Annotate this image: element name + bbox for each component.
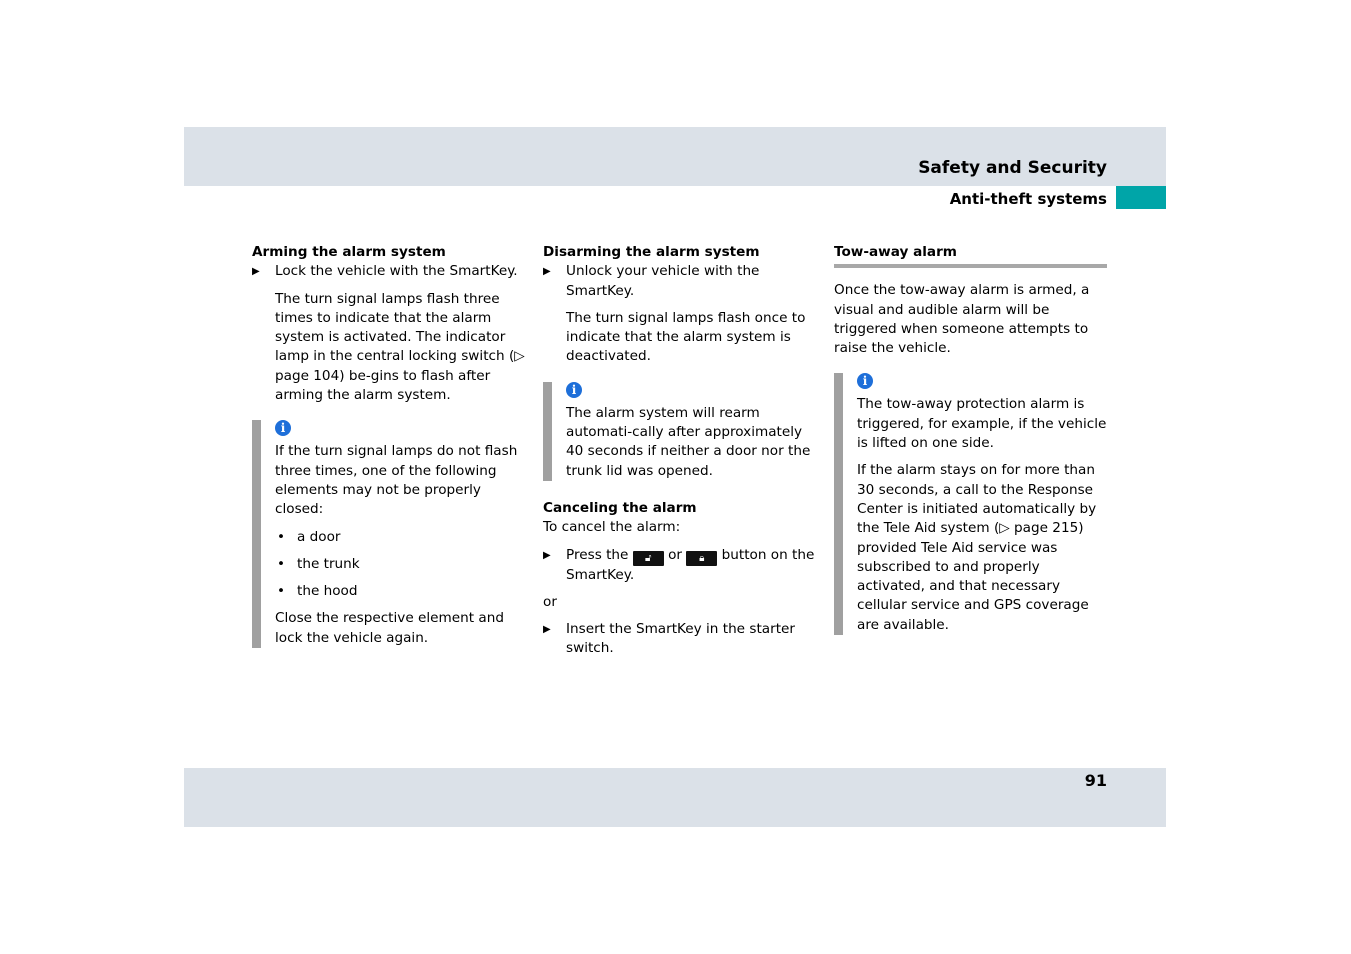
step-arrow-icon: ▶	[543, 266, 551, 278]
unlock-icon: 🔓︎	[633, 551, 664, 566]
page-number: 91	[1084, 771, 1107, 790]
footer-band	[184, 768, 1166, 827]
bullet-dot: •	[277, 583, 286, 600]
list-item	[275, 528, 525, 547]
towaway-text: Once the tow-away alarm is armed, a visual and audible alarm will be triggered when someone attempts to raise the vehicle.	[834, 282, 1090, 357]
step-arrow-icon: ▶	[252, 266, 260, 278]
bullet-text: the hood	[297, 583, 358, 600]
arming-result: The turn signal lamps flash three times to indicate that the alarm system is activated. The indicator lamp in the central locking switch (▷ page 104) be-gins to flash after arming the alarm system.	[275, 290, 525, 404]
bullet-dot: •	[277, 555, 286, 572]
bullet-text: a door	[297, 528, 341, 545]
section-title: Safety and Security	[918, 158, 1107, 178]
step-text: button on the SmartKey.	[566, 546, 815, 583]
section-tab-marker	[1116, 186, 1166, 209]
info-icon: i	[275, 420, 291, 436]
bullet-dot: •	[277, 528, 286, 545]
lock-icon: 🔒︎	[686, 551, 717, 566]
arming-info-note	[252, 420, 525, 648]
disarming-step-text: Unlock your vehicle with the SmartKey.	[566, 263, 760, 299]
disarming-heading: Disarming the alarm system	[543, 244, 760, 260]
step-text: Insert the SmartKey in the starter switch.	[566, 621, 795, 657]
disarming-result: The turn signal lamps flash once to indicate that the alarm system is deactivated.	[566, 309, 806, 365]
disarming-step	[543, 262, 816, 301]
canceling-step-1	[543, 546, 816, 585]
column-disarming	[543, 243, 816, 667]
canceling-intro: To cancel the alarm:	[543, 519, 681, 536]
bullet-text: the trunk	[297, 555, 360, 572]
towaway-info-note	[834, 373, 1107, 635]
canceling-or: or	[543, 593, 557, 610]
step-text: Press the	[566, 546, 629, 563]
towaway-note-p1: The tow-away protection alarm is triggered, for example, if the vehicle is lifted on one side.	[857, 396, 1107, 452]
towaway-heading: Tow-away alarm	[834, 243, 1107, 268]
arming-note-intro: If the turn signal lamps do not flash three times, one of the following elements may not be properly closed:	[275, 443, 518, 518]
info-icon: i	[566, 382, 582, 398]
arming-heading: Arming the alarm system	[252, 244, 446, 260]
arming-step-text: Lock the vehicle with the SmartKey.	[275, 263, 518, 280]
info-icon: i	[857, 373, 873, 389]
subsection-title: Anti-theft systems	[949, 190, 1107, 208]
towaway-note-p2: If the alarm stays on for more than 30 seconds, a call to the Response Center is initiated automatically by the Tele Aid system (▷ page 215) provided Tele Aid service was subscribed to and properly activated, and that necessary cellular service and GPS coverage are available.	[857, 462, 1097, 633]
list-item	[275, 582, 525, 601]
column-towaway	[834, 243, 1107, 643]
arming-note-outro: Close the respective element and lock the vehicle again.	[275, 610, 504, 646]
disarming-note-text: The alarm system will rearm automati-cally after approximately 40 seconds if neither a door nor the trunk lid was opened.	[566, 404, 811, 479]
canceling-step-2	[543, 620, 816, 659]
canceling-heading: Canceling the alarm	[543, 499, 697, 516]
list-item	[275, 555, 525, 574]
disarming-info-note	[543, 382, 816, 481]
step-text: or	[668, 546, 682, 563]
column-arming	[252, 243, 525, 656]
step-arrow-icon: ▶	[543, 549, 551, 561]
arming-step	[252, 262, 525, 281]
step-arrow-icon: ▶	[543, 624, 551, 636]
